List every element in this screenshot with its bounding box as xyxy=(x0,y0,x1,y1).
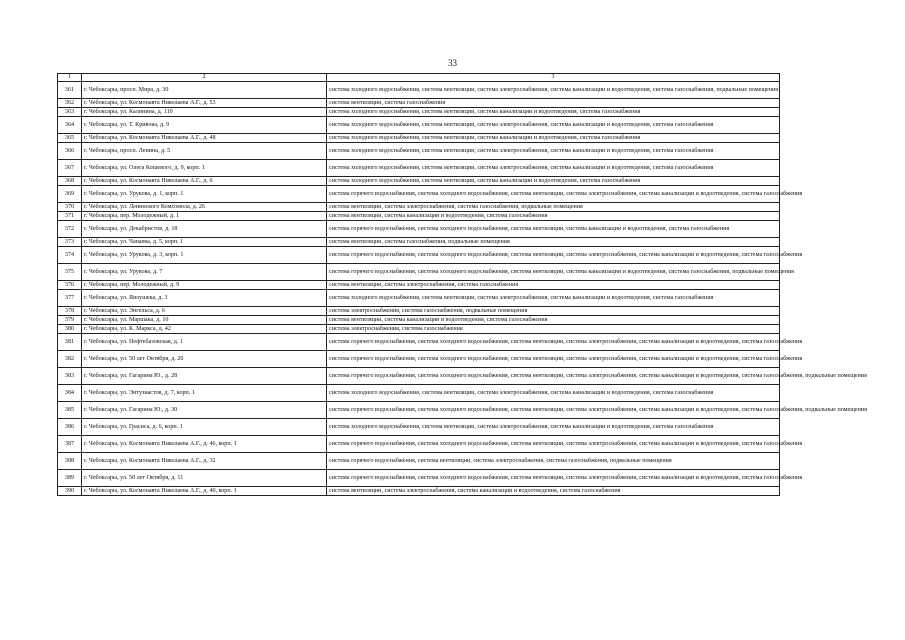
row-number-cell: 373 xyxy=(58,238,82,247)
address-cell: г. Чебоксары, ул. Гагарина Ю., д. 30 xyxy=(82,402,327,419)
table-row xyxy=(58,290,780,307)
row-number-cell: 366 xyxy=(58,143,82,160)
row-number-cell: 363 xyxy=(58,108,82,117)
row-number-cell: 384 xyxy=(58,385,82,402)
address-cell: г. Чебоксары, ул. Космонавта Николаева А.Г., д. 48 xyxy=(82,134,327,143)
row-number-cell: 365 xyxy=(58,134,82,143)
address-cell: г. Чебоксары, ул. Космонавта Николаева А.Г., д. 40, корп. 1 xyxy=(82,487,327,496)
systems-cell: система горячего водоснабжения, система холодного водоснабжения, система вентиляции, система электроснабжения, система канализации и водоотведения, система газоснабжения xyxy=(327,247,780,264)
address-cell: г. Чебоксары, ул. Урукова, д. 7 xyxy=(82,264,327,281)
row-number-cell: 389 xyxy=(58,470,82,487)
systems-cell: система холодного водоснабжения, система вентиляции, система канализации и водоотведения, система газоснабжения xyxy=(327,134,780,143)
row-number-cell: 364 xyxy=(58,117,82,134)
systems-cell: система вентиляции, система канализации и водоотведения, система газоснабжения xyxy=(327,212,780,221)
systems-cell: система холодного водоснабжения, система вентиляции, система электроснабжения, система канализации и водоотведения, система газоснабжения xyxy=(327,143,780,160)
systems-cell: система вентиляции, система канализации и водоотведения, система газоснабжения xyxy=(327,316,780,325)
table-row xyxy=(58,316,780,325)
systems-cell: система электроснабжения, система газоснабжения, подвальные помещения xyxy=(327,307,780,316)
systems-cell: система холодного водоснабжения, система вентиляции, система электроснабжения, система канализации и водоотведения, система газоснабжения xyxy=(327,385,780,402)
systems-cell: система горячего водоснабжения, система холодного водоснабжения, система вентиляции, система канализации и водоотведения, система газоснабжения, подвальные помещения xyxy=(327,264,780,281)
table-row xyxy=(58,108,780,117)
table-row xyxy=(58,186,780,203)
address-cell: г. Чебоксары, пер. Молодежный, д. 9 xyxy=(82,281,327,290)
row-number-cell: 379 xyxy=(58,316,82,325)
row-number-cell: 376 xyxy=(58,281,82,290)
systems-cell: система вентиляции, система газоснабжения xyxy=(327,99,780,108)
table-row xyxy=(58,117,780,134)
address-cell: г. Чебоксары, просп. Ленина, д. 5 xyxy=(82,143,327,160)
systems-cell: система холодного водоснабжения, система вентиляции, система электроснабжения, система канализации и водоотведения, система газоснабжения xyxy=(327,419,780,436)
row-number-cell: 370 xyxy=(58,203,82,212)
address-cell: г. Чебоксары, ул. 50 лет Октября, д. 11 xyxy=(82,470,327,487)
systems-cell: система горячего водоснабжения, система холодного водоснабжения, система вентиляции, система электроснабжения, система канализации и водоотведения, система газоснабжения xyxy=(327,351,780,368)
systems-cell: система горячего водоснабжения, система вентиляции, система электроснабжения, система газоснабжения, подвальные помещения xyxy=(327,453,780,470)
table-row xyxy=(58,419,780,436)
address-cell: г. Чебоксары, ул. Яноушека, д. 3 xyxy=(82,290,327,307)
table-row xyxy=(58,221,780,238)
table-row xyxy=(58,368,780,385)
address-cell: г. Чебоксары, ул. К. Маркса, д. 42 xyxy=(82,325,327,334)
systems-cell: система холодного водоснабжения, система вентиляции, система электроснабжения, система канализации и водоотведения, система газоснабжения xyxy=(327,290,780,307)
systems-cell: система холодного водоснабжения, система вентиляции, система электроснабжения, система канализации и водоотведения, система газоснабжения, подвальные помещения xyxy=(327,82,780,99)
row-number-cell: 375 xyxy=(58,264,82,281)
systems-cell: система вентиляции, система газоснабжения, подвальные помещения xyxy=(327,238,780,247)
systems-cell: система холодного водоснабжения, система вентиляции, система электроснабжения, система канализации и водоотведения, система газоснабжения xyxy=(327,160,780,177)
row-number-cell: 372 xyxy=(58,221,82,238)
table-row xyxy=(58,264,780,281)
table-row xyxy=(58,402,780,419)
address-cell: г. Чебоксары, ул. Гагарина Ю., д. 28 xyxy=(82,368,327,385)
address-cell: г. Чебоксары, ул. Маршака, д. 10 xyxy=(82,316,327,325)
row-number-cell: 374 xyxy=(58,247,82,264)
address-cell: г. Чебоксары, ул. Декабристов, д. 18 xyxy=(82,221,327,238)
address-cell: г. Чебоксары, ул. Чапаева, д. 5, корп. 1 xyxy=(82,238,327,247)
address-cell: г. Чебоксары, ул. Урукова, д. 1, корп. 1 xyxy=(82,186,327,203)
row-number-cell: 368 xyxy=(58,177,82,186)
column-header-number: 1 xyxy=(58,74,82,82)
address-cell: г. Чебоксары, пер. Молодежный, д. 1 xyxy=(82,212,327,221)
address-cell: г. Чебоксары, ул. Космонавта Николаева А.Г., д. 32 xyxy=(82,453,327,470)
building-systems-table xyxy=(57,73,867,496)
table-row xyxy=(58,212,780,221)
row-number-cell: 362 xyxy=(58,99,82,108)
table-header xyxy=(58,74,780,82)
address-cell: г. Чебоксары, ул. Космонавта Николаева А.Г., д. 53 xyxy=(82,99,327,108)
table-row xyxy=(58,307,780,316)
column-header-address: 2 xyxy=(82,74,327,82)
address-cell: г. Чебоксары, ул. Олега Кошевого, д. 9, корп. 1 xyxy=(82,160,327,177)
page-number: 33 xyxy=(448,58,457,68)
address-cell: г. Чебоксары, ул. Нефтебазовская, д. 1 xyxy=(82,334,327,351)
row-number-cell: 367 xyxy=(58,160,82,177)
table-row xyxy=(58,82,780,99)
systems-cell: система горячего водоснабжения, система холодного водоснабжения, система вентиляции, система канализации и водоотведения, система газоснабжения xyxy=(327,221,780,238)
row-number-cell: 383 xyxy=(58,368,82,385)
systems-cell: система горячего водоснабжения, система холодного водоснабжения, система вентиляции, система электроснабжения, система канализации и водоотведения, система газоснабжения, подвальные помещения xyxy=(327,402,780,419)
systems-cell: система электроснабжения, система газоснабжения xyxy=(327,325,780,334)
address-cell: г. Чебоксары, ул. Космонавта Николаева А.Г., д. 46, корп. 1 xyxy=(82,436,327,453)
table-body xyxy=(58,82,867,496)
systems-cell: система вентиляции, система электроснабжения, система канализации и водоотведения, система газоснабжения xyxy=(327,487,780,496)
systems-cell: система вентиляции, система электроснабжения, система газоснабжения, подвальные помещения xyxy=(327,203,780,212)
address-cell: г. Чебоксары, ул. Ленинского Комсомола, д. 26 xyxy=(82,203,327,212)
systems-cell: система горячего водоснабжения, система холодного водоснабжения, система вентиляции, система электроснабжения, система канализации и водоотведения, система газоснабжения xyxy=(327,334,780,351)
row-number-cell: 385 xyxy=(58,402,82,419)
row-number-cell: 386 xyxy=(58,419,82,436)
address-cell: г. Чебоксары, ул. Энгельса, д. 6 xyxy=(82,307,327,316)
row-number-cell: 380 xyxy=(58,325,82,334)
row-number-cell: 382 xyxy=(58,351,82,368)
address-cell: г. Чебоксары, ул. Калинина, д. 110 xyxy=(82,108,327,117)
table-row xyxy=(58,470,780,487)
table-row xyxy=(58,436,780,453)
systems-cell: система вентиляции, система электроснабжения, система газоснабжения xyxy=(327,281,780,290)
address-cell: г. Чебоксары, просп. Мира, д. 30 xyxy=(82,82,327,99)
table-row xyxy=(58,325,780,334)
row-number-cell: 388 xyxy=(58,453,82,470)
table-row xyxy=(58,281,780,290)
table-row xyxy=(58,487,780,496)
table-row xyxy=(58,247,780,264)
row-number-cell: 377 xyxy=(58,290,82,307)
systems-cell: система горячего водоснабжения, система холодного водоснабжения, система вентиляции, система электроснабжения, система канализации и водоотведения, система газоснабжения, подвальные помещения xyxy=(327,368,780,385)
row-number-cell: 390 xyxy=(58,487,82,496)
systems-cell: система холодного водоснабжения, система вентиляции, система канализации и водоотведения, система газоснабжения xyxy=(327,108,780,117)
table-row xyxy=(58,238,780,247)
table-row xyxy=(58,385,780,402)
table-row xyxy=(58,334,780,351)
table-row xyxy=(58,351,780,368)
address-cell: г. Чебоксары, ул. Т. Кривова, д. 9 xyxy=(82,117,327,134)
row-number-cell: 369 xyxy=(58,186,82,203)
row-number-cell: 361 xyxy=(58,82,82,99)
address-cell: г. Чебоксары, ул. Космонавта Николаева А.Г., д. 6 xyxy=(82,177,327,186)
table-row xyxy=(58,453,780,470)
row-number-cell: 371 xyxy=(58,212,82,221)
systems-cell: система горячего водоснабжения, система холодного водоснабжения, система вентиляции, система электроснабжения, система канализации и водоотведения, система газоснабжения xyxy=(327,470,780,487)
address-cell: г. Чебоксары, ул. 50 лет Октября, д. 20 xyxy=(82,351,327,368)
table-row xyxy=(58,99,780,108)
table-row xyxy=(58,143,780,160)
address-cell: г. Чебоксары, ул. Энтузиастов, д. 7, корп. 1 xyxy=(82,385,327,402)
systems-cell: система горячего водоснабжения, система холодного водоснабжения, система вентиляции, система электроснабжения, система канализации и водоотведения, система газоснабжения xyxy=(327,186,780,203)
table-row xyxy=(58,177,780,186)
address-cell: г. Чебоксары, ул. Грасиса, д. 6, корп. 1 xyxy=(82,419,327,436)
systems-cell: система горячего водоснабжения, система холодного водоснабжения, система вентиляции, система электроснабжения, система канализации и водоотведения, система газоснабжения xyxy=(327,436,780,453)
table-row xyxy=(58,160,780,177)
systems-cell: система холодного водоснабжения, система вентиляции, система электроснабжения, система канализации и водоотведения, система газоснабжения xyxy=(327,117,780,134)
column-header-systems: 3 xyxy=(327,74,780,82)
address-cell: г. Чебоксары, ул. Урукова, д. 3, корп. 1 xyxy=(82,247,327,264)
systems-cell: система холодного водоснабжения, система вентиляции, система канализации и водоотведения, система газоснабжения xyxy=(327,177,780,186)
table-row xyxy=(58,203,780,212)
table-row xyxy=(58,134,780,143)
row-number-cell: 387 xyxy=(58,436,82,453)
row-number-cell: 381 xyxy=(58,334,82,351)
row-number-cell: 378 xyxy=(58,307,82,316)
